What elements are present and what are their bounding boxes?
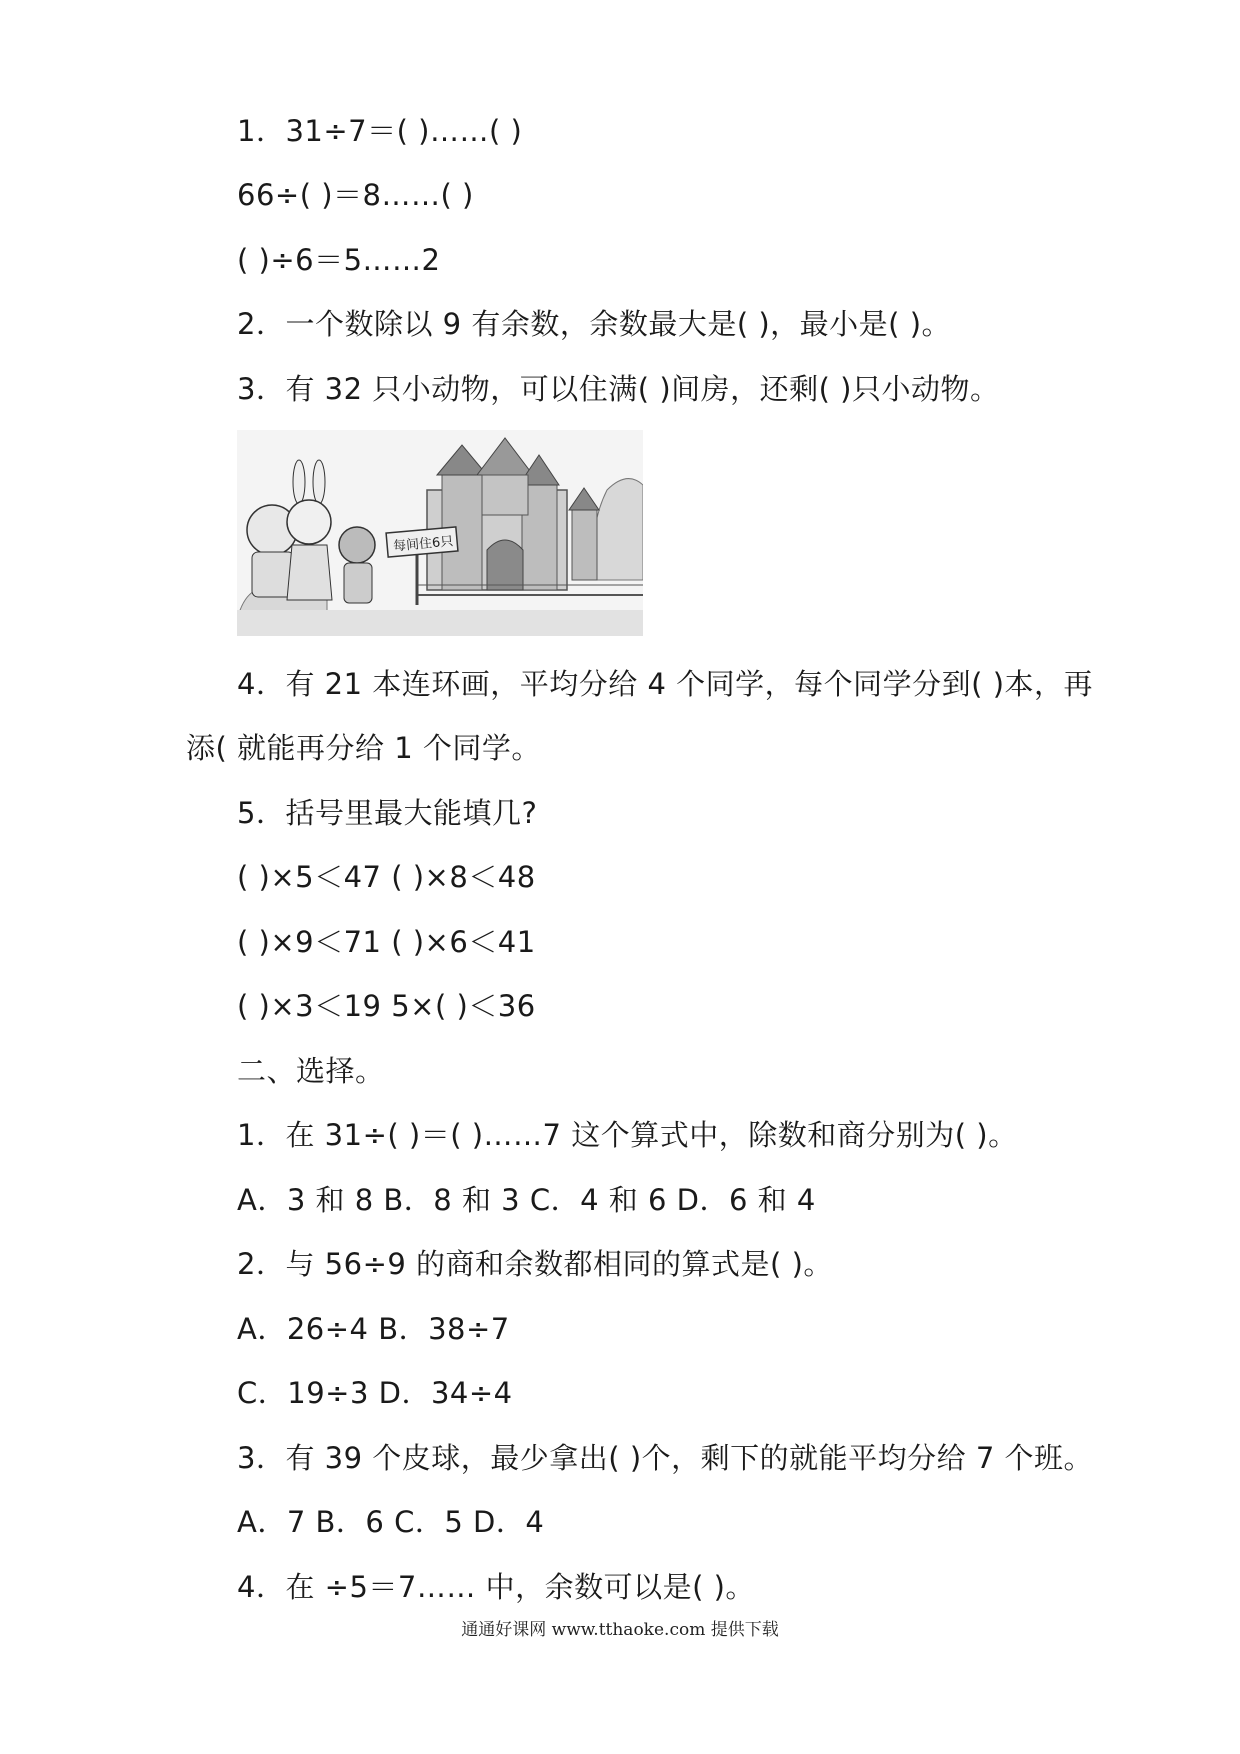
q5-row-1: ( )×5＜47 ( )×8＜48 bbox=[237, 860, 536, 894]
castle-animals-illustration bbox=[237, 430, 643, 636]
mc1-options: A．3 和 8 B．8 和 3 C．4 和 6 D．6 和 4 bbox=[237, 1183, 816, 1217]
q5-row-3: ( )×3＜19 5×( )＜36 bbox=[237, 989, 536, 1023]
q4-text-a: 4．有 21 本连环画，平均分给 4 个同学，每个同学分到( )本，再 bbox=[237, 667, 1094, 701]
sign-text: 每间住6只 bbox=[392, 534, 454, 555]
mc3-options: A．7 B．6 C．5 D．4 bbox=[237, 1505, 545, 1539]
mc2-options-a: A．26÷4 B．38÷7 bbox=[237, 1312, 510, 1346]
mc3-question: 3．有 39 个皮球，最少拿出( )个，剩下的就能平均分给 7 个班。 bbox=[237, 1441, 1094, 1475]
q3-text: 3．有 32 只小动物，可以住满( )间房，还剩( )只小动物。 bbox=[237, 372, 1000, 406]
q5-title: 5．括号里最大能填几? bbox=[237, 796, 538, 830]
footer-credit: 通通好课网 www.tthaoke.com 提供下载 bbox=[461, 1620, 779, 1640]
mc2-question: 2．与 56÷9 的商和余数都相同的算式是( )。 bbox=[237, 1247, 833, 1281]
section-heading: 二、选择。 bbox=[237, 1054, 385, 1088]
mc4-question: 4．在 ÷5＝7…… 中，余数可以是( )。 bbox=[237, 1570, 755, 1604]
q5-row-2: ( )×9＜71 ( )×6＜41 bbox=[237, 925, 536, 959]
q1-line-a: 1．31÷7＝( )……( ) bbox=[237, 114, 523, 148]
mc2-options-b: C．19÷3 D．34÷4 bbox=[237, 1376, 513, 1410]
mc1-question: 1．在 31÷( )＝( )……7 这个算式中，除数和商分别为( )。 bbox=[237, 1118, 1018, 1152]
q4-text-b: 添( 就能再分给 1 个同学。 bbox=[186, 731, 541, 765]
q1-line-b: 66÷( )＝8……( ) bbox=[237, 178, 474, 212]
q2-text: 2．一个数除以 9 有余数，余数最大是( )，最小是( )。 bbox=[237, 307, 952, 341]
q1-line-c: ( )÷6＝5……2 bbox=[237, 243, 441, 277]
